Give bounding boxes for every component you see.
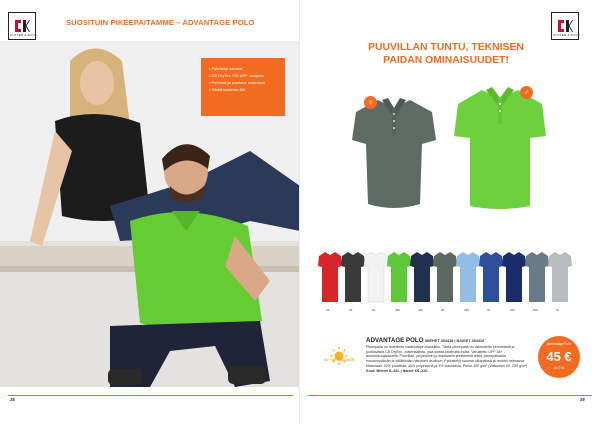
footer-divider: [308, 395, 592, 396]
swatch-code: 99: [349, 308, 353, 312]
color-swatch-shirt: [502, 252, 526, 302]
product-name: ADVANTAGE POLO: [366, 337, 424, 344]
feature-item: • CB DryTec +35 UPF -suojaus: [209, 73, 264, 78]
swatch-code: 35: [326, 308, 330, 312]
brand-wordmark: CUTTER & BUCK: [10, 33, 37, 37]
page-number: 29: [580, 397, 585, 402]
color-swatch-shirt: [364, 252, 388, 302]
headline-line: PAIDAN OMINAISUUDET!: [383, 54, 509, 66]
uv-protection-label: UV +35 SUOJAUS: [323, 358, 355, 362]
product-description: [366, 345, 531, 373]
color-swatch-shirt: [387, 252, 411, 302]
swatch-code: 465: [418, 308, 424, 312]
swatch-code: 480: [395, 308, 401, 312]
feature-item: • Pehmeä ja joustava materiaali: [209, 80, 266, 85]
color-swatch-shirt: [548, 252, 572, 302]
color-swatch-shirt: [318, 252, 342, 302]
product-heading: [366, 337, 484, 344]
swatch-code: 25: [487, 308, 491, 312]
price-badge: [538, 336, 580, 378]
product-codes: MIEHET 354418 | NAISET 354419: [425, 339, 485, 343]
description-text: Pikeepaita on todellinen vaatekaapin klassikko. Tämä pikeepaita on valmistettu pehmeästä ja joustavasta CB DryTec -materiaalista, joka siirtää kosteutta iholta. Varustettu UPF 35+ -aurinkosuojauksella. Puuvillan, polyesterin ja elastaanin yhdistelmä tekee pikeepaidasta muodonpitävän ja väliittömän näköisen asuiluun. Pyöristetyt saumat olkapäissä ja reuhmi helmassa. Materiaali: 52% puuvillaa, 45% polyesteriä ja 3% elastaania. Paino 190 g/m² (Valkoinen 00, 235 g/m²): [366, 345, 528, 368]
swatch-code: 95: [441, 308, 445, 312]
color-swatch-shirt: [433, 252, 457, 302]
swatch-code: 289: [464, 308, 470, 312]
page-title: SUOSITUIN PIKEEPAITAMME – ADVANTAGE POLO: [66, 18, 255, 27]
headline-line: PUUVILLAN TUNTU, TEKNISEN: [368, 42, 524, 53]
male-icon: ♂: [520, 86, 533, 99]
brand-wordmark: CUTTER & BUCK: [553, 33, 580, 37]
footer-divider: [8, 395, 293, 396]
womens-polo-image: [348, 94, 440, 214]
mens-polo-image: [452, 84, 548, 214]
price-vat-note: alv 0 %: [553, 366, 565, 370]
swatch-code: 00: [372, 308, 376, 312]
page-headline: [346, 42, 546, 67]
color-swatch-shirt: [456, 252, 480, 302]
page-number: 28: [10, 397, 15, 402]
price-value: 45 €: [546, 349, 572, 364]
swatch-code: 252: [510, 308, 516, 312]
feature-list: [201, 58, 285, 116]
color-swatch-shirt: [341, 252, 365, 302]
sun-icon: [327, 336, 351, 376]
size-range: Koot: Miehet S–4XL | Naiset XS–XXL: [366, 368, 429, 373]
color-variants: [318, 250, 580, 316]
female-icon: ♀: [364, 96, 377, 109]
feature-item: • Pyöritetyt saumat: [209, 66, 243, 71]
swatch-code: 97: [556, 308, 560, 312]
color-swatch-shirts: [318, 250, 580, 306]
color-swatch-shirt: [410, 252, 434, 302]
feature-item: • Siistiä kasteuta &lit: [209, 87, 246, 92]
color-swatch-shirt: [525, 252, 549, 302]
cutter-buck-logo-icon: [13, 19, 31, 33]
cutter-buck-logo-icon: [556, 19, 574, 33]
price-label: Advantage Polo: [547, 342, 571, 346]
swatch-code: 800: [533, 308, 539, 312]
color-swatch-shirt: [479, 252, 503, 302]
